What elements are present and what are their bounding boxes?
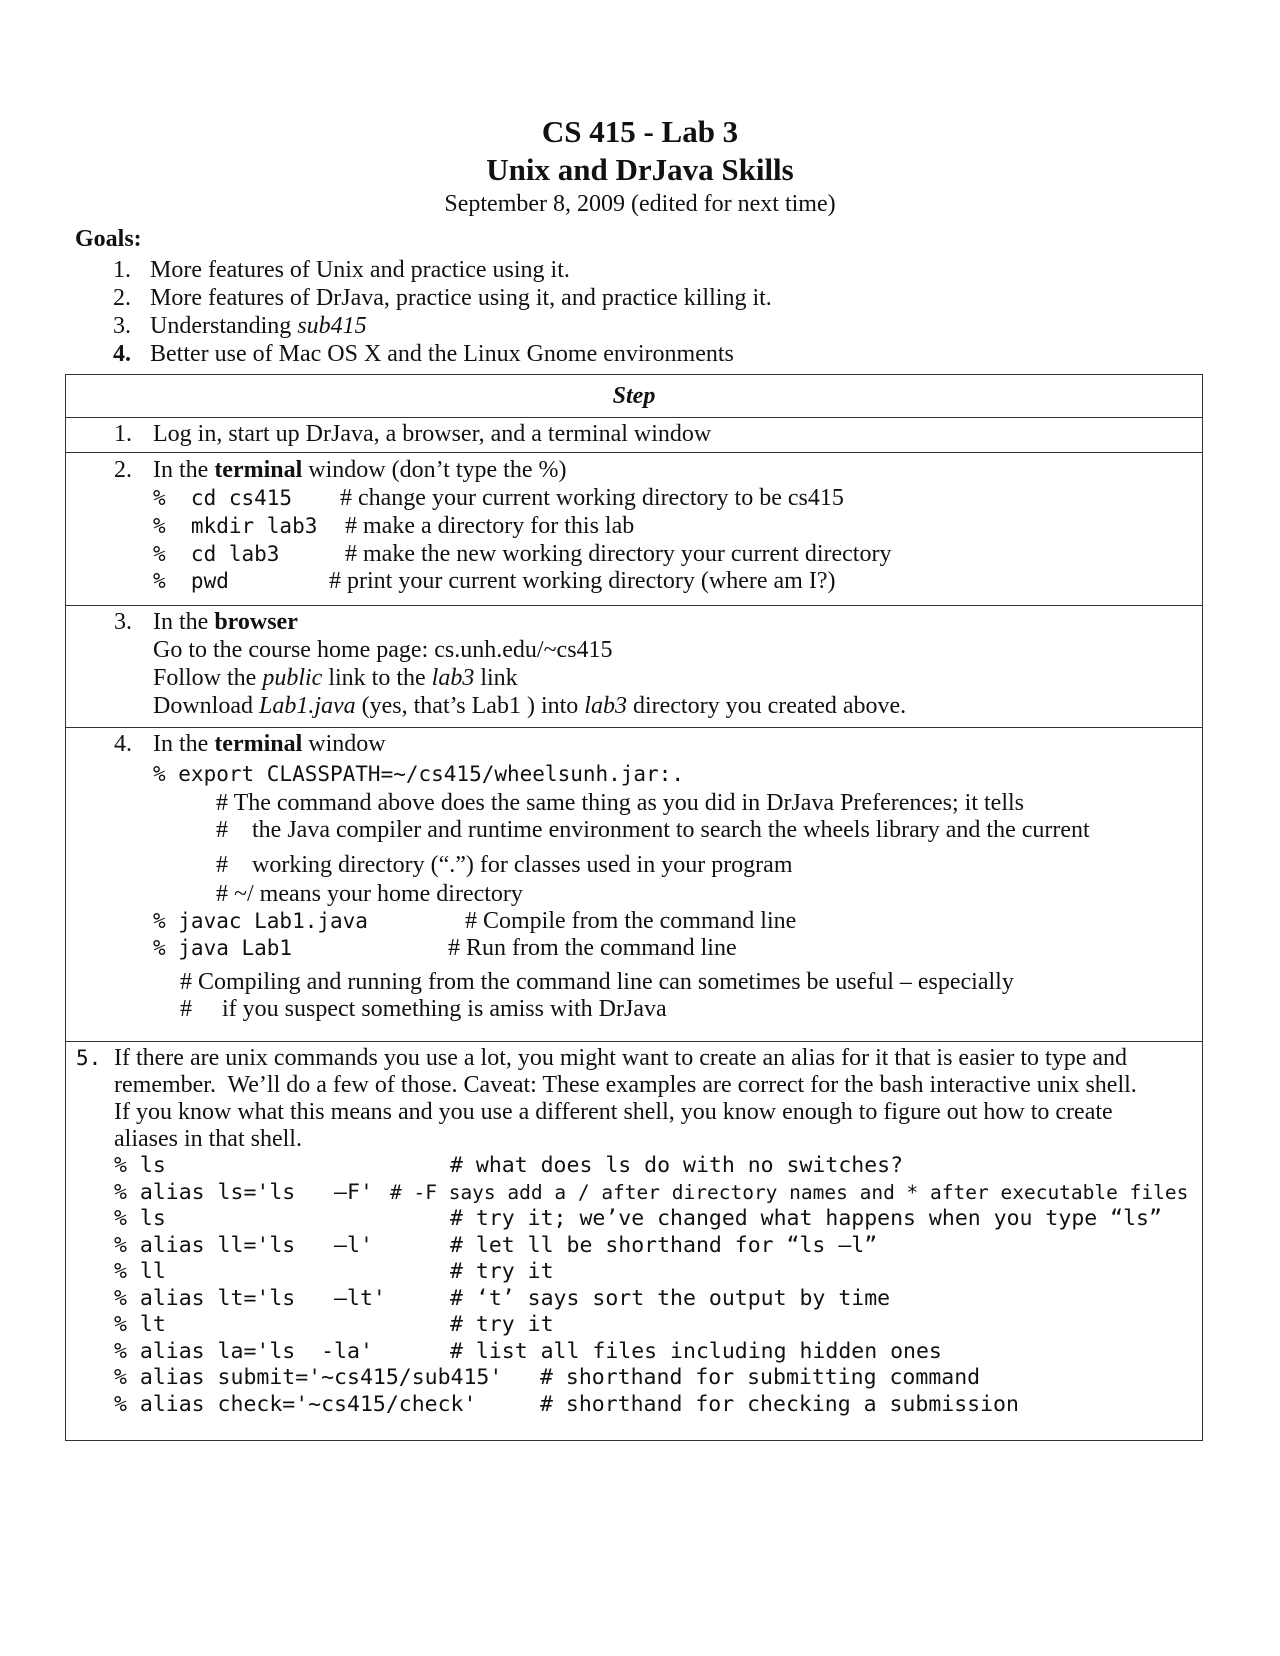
step-number: 1. xyxy=(114,421,132,447)
terminal-command: % alias check='~cs415/check' xyxy=(114,1392,477,1417)
step-number: 5. xyxy=(76,1046,102,1070)
command-note: # Compiling and running from the command line can sometimes be useful – especially xyxy=(180,969,1014,995)
goal-text: More features of DrJava, practice using it, and practice killing it. xyxy=(150,285,772,311)
terminal-command: % alias ll='ls –l' xyxy=(114,1233,373,1258)
step-intro: In the browser xyxy=(153,609,298,635)
step-row-2 xyxy=(66,453,1203,606)
steps-table xyxy=(65,374,1203,1441)
step-line: Go to the course home page: cs.unh.edu/~cs415 xyxy=(153,637,613,663)
command-comment: # Compile from the command line xyxy=(465,908,797,934)
goal-text: Better use of Mac OS X and the Linux Gnome environments xyxy=(150,341,734,367)
terminal-command: % javac Lab1.java xyxy=(153,909,368,933)
step-number: 4. xyxy=(114,731,132,757)
command-comment: # ‘t’ says sort the output by time xyxy=(450,1286,891,1311)
document-date: September 8, 2009 (edited for next time) xyxy=(444,191,836,217)
terminal-command: % alias ls='ls –F' xyxy=(114,1180,373,1205)
terminal-command: % ls xyxy=(114,1206,166,1231)
goal-text-italic: sub415 xyxy=(297,313,367,339)
goal-item xyxy=(113,313,367,340)
step-number: 3. xyxy=(114,609,132,635)
goal-item xyxy=(113,257,570,284)
terminal-command: % alias lt='ls –lt' xyxy=(114,1286,386,1311)
command-comment: # list all files including hidden ones xyxy=(450,1339,942,1364)
step-number: 2. xyxy=(114,457,132,483)
goal-text: More features of Unix and practice using it. xyxy=(150,257,570,283)
step-intro: In the terminal window xyxy=(153,731,386,757)
command-comment: # print your current working directory (where am I?) xyxy=(329,568,836,594)
document-subtitle: Unix and DrJava Skills xyxy=(486,152,794,187)
terminal-command: % lt xyxy=(114,1312,166,1337)
step-row-1 xyxy=(66,418,1203,453)
step-row-5 xyxy=(66,1042,1203,1441)
command-comment: # shorthand for submitting command xyxy=(540,1365,981,1390)
command-comment: # Run from the command line xyxy=(448,935,737,961)
command-note: # working directory (“.”) for classes used in your program xyxy=(216,852,793,878)
command-comment: # make the new working directory your current directory xyxy=(345,541,892,567)
command-comment: # let ll be shorthand for “ls –l” xyxy=(450,1233,878,1258)
step-paragraph-line: aliases in that shell. xyxy=(114,1126,302,1152)
command-note: # if you suspect something is amiss with DrJava xyxy=(180,996,667,1022)
goal-number: 4. xyxy=(113,341,131,367)
step-text: Log in, start up DrJava, a browser, and a terminal window xyxy=(153,421,712,447)
goal-number: 1. xyxy=(113,257,131,283)
command-comment: # -F says add a / after directory names and * after executable files xyxy=(390,1181,1189,1204)
terminal-command: % mkdir lab3 xyxy=(153,514,318,538)
terminal-command: % pwd xyxy=(153,569,229,593)
terminal-command: % ll xyxy=(114,1259,166,1284)
terminal-command: % java Lab1 xyxy=(153,936,293,960)
terminal-command: % export CLASSPATH=~/cs415/wheelsunh.jar:. xyxy=(153,762,685,786)
command-comment: # what does ls do with no switches? xyxy=(450,1153,904,1178)
step-paragraph-line: remember. We’ll do a few of those. Caveat: These examples are correct for the bash interactive unix shell. xyxy=(114,1072,1137,1098)
table-header: Step xyxy=(66,375,1203,418)
step-row-4 xyxy=(66,728,1203,1042)
goal-item xyxy=(113,285,772,312)
goal-number: 3. xyxy=(113,313,131,339)
step-paragraph-line: If you know what this means and you use a different shell, you know enough to figure out how to create xyxy=(114,1099,1113,1125)
terminal-command: % cd lab3 xyxy=(153,542,280,566)
command-note: # The command above does the same thing as you did in DrJava Preferences; it tells xyxy=(216,790,1025,816)
step-row-3 xyxy=(66,606,1203,728)
terminal-command: % cd cs415 xyxy=(153,486,293,510)
command-comment: # try it xyxy=(450,1312,554,1337)
document-title: CS 415 - Lab 3 xyxy=(541,114,739,149)
command-note: # ~/ means your home directory xyxy=(216,881,523,907)
step-line: Download Lab1.java (yes, that’s Lab1 ) into lab3 directory you created above. xyxy=(153,693,907,719)
command-comment: # make a directory for this lab xyxy=(345,513,635,539)
command-comment: # try it xyxy=(450,1259,554,1284)
goals-heading: Goals: xyxy=(75,226,142,252)
command-comment: # shorthand for checking a submission xyxy=(540,1392,1019,1417)
goal-item xyxy=(113,341,734,368)
command-note: # the Java compiler and runtime environment to search the wheels library and the current xyxy=(216,817,1090,843)
step-paragraph-line: If there are unix commands you use a lot, you might want to create an alias for it that is easier to type and xyxy=(114,1045,1128,1071)
command-comment: # change your current working directory to be cs415 xyxy=(340,485,844,511)
terminal-command: % alias submit='~cs415/sub415' xyxy=(114,1365,503,1390)
terminal-command: % ls xyxy=(114,1153,166,1178)
command-comment: # try it; we’ve changed what happens when you type “ls” xyxy=(450,1206,1162,1231)
step-line: Follow the public link to the lab3 link xyxy=(153,665,518,691)
goal-number: 2. xyxy=(113,285,131,311)
terminal-command: % alias la='ls -la' xyxy=(114,1339,373,1364)
step-intro: In the terminal window (don’t type the %) xyxy=(153,457,567,483)
goal-text: Understanding xyxy=(150,313,298,339)
